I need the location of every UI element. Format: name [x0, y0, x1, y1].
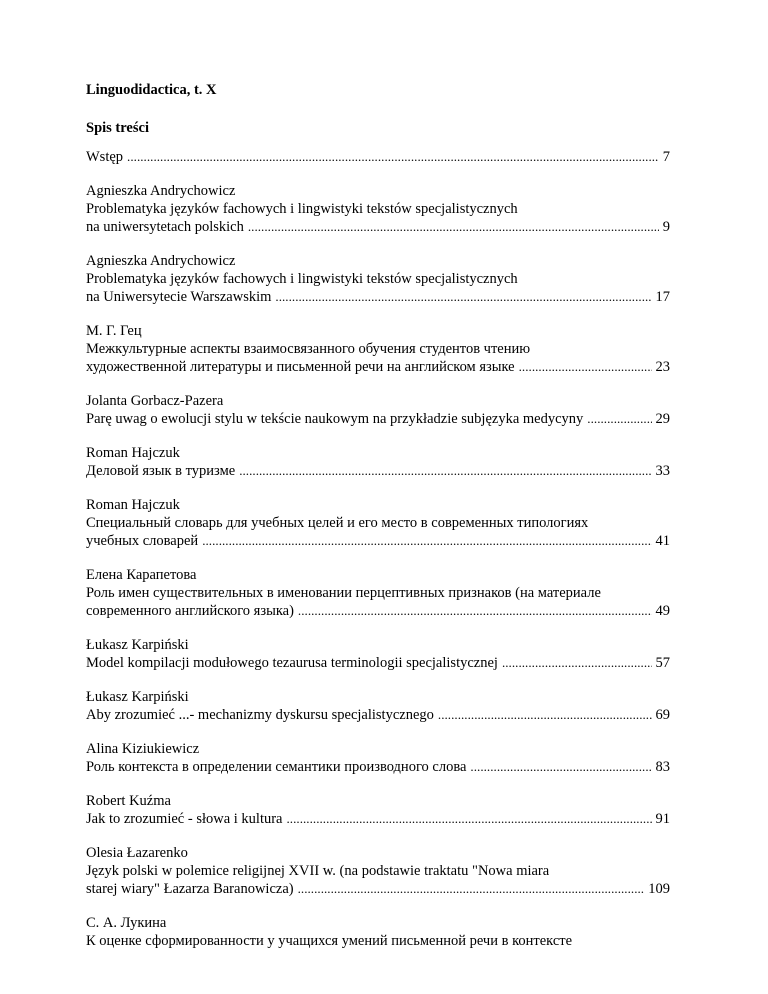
- toc-entry-line: Agnieszka Andrychowicz: [86, 253, 236, 269]
- dot-leader: [239, 462, 651, 480]
- toc-entry-line: Problematyka języków fachowych i lingwistyki tekstów specjalistycznych: [86, 271, 518, 287]
- toc-entry: [86, 740, 670, 776]
- journal-title: Linguodidactica, t. X: [86, 82, 217, 98]
- toc-heading: Spis treści: [86, 120, 149, 136]
- dot-leader: [587, 410, 651, 428]
- toc-entry: [86, 182, 670, 236]
- toc-entry-page-number: 33: [655, 463, 670, 479]
- toc-entry-title-row: [86, 880, 670, 898]
- toc-entry-title-row: [86, 758, 670, 776]
- toc-entry-page-number: 83: [655, 759, 670, 775]
- toc-entry-line: Robert Kuźma: [86, 793, 171, 809]
- toc-entry: [86, 148, 670, 166]
- toc-entry-line: Roman Hajczuk: [86, 497, 180, 513]
- toc-entry-line: Специальный словарь для учебных целей и его место в современных типологиях: [86, 515, 589, 531]
- dot-leader: [275, 288, 651, 306]
- dot-leader: [248, 218, 659, 236]
- toc-entry-title-row: [86, 358, 670, 376]
- toc-entry-title-row: [86, 654, 670, 672]
- dot-leader: [202, 532, 651, 550]
- toc-entry-title: starej wiary" Łazarza Baranowicza): [86, 881, 294, 897]
- table-of-contents: [86, 148, 670, 966]
- toc-entry-line: Język polski w polemice religijnej XVII w. (na podstawie traktatu "Nowa miara: [86, 863, 550, 879]
- toc-entry: [86, 844, 670, 898]
- toc-entry-title-row: [86, 148, 670, 166]
- toc-entry-line: Olesia Łazarenko: [86, 845, 188, 861]
- toc-entry-page-number: 69: [655, 707, 670, 723]
- toc-entry-title-row: [86, 410, 670, 428]
- toc-entry-title: учебных словарей: [86, 533, 199, 549]
- toc-entry-page-number: 7: [662, 149, 670, 165]
- toc-entry-title: Wstęp: [86, 149, 124, 165]
- toc-entry-title: художественной литературы и письменной речи на английском языке: [86, 359, 515, 375]
- toc-entry-title-row: [86, 288, 670, 306]
- toc-entry-line: Łukasz Karpiński: [86, 689, 189, 705]
- toc-entry: [86, 322, 670, 376]
- toc-entry-line: Alina Kiziukiewicz: [86, 741, 200, 757]
- dot-leader: [438, 706, 652, 724]
- toc-entry-title: Роль контекста в определении семантики производного слова: [86, 759, 467, 775]
- dot-leader: [127, 148, 659, 166]
- dot-leader: [502, 654, 652, 672]
- toc-entry-line: Roman Hajczuk: [86, 445, 180, 461]
- dot-leader: [519, 358, 652, 376]
- toc-entry: [86, 444, 670, 480]
- toc-entry-page-number: 49: [655, 603, 670, 619]
- toc-entry-page-number: 57: [655, 655, 670, 671]
- toc-entry: [86, 914, 670, 950]
- toc-entry-line: М. Г. Гец: [86, 323, 142, 339]
- toc-entry-line: Jolanta Gorbacz-Pazera: [86, 393, 224, 409]
- toc-entry-title: na Uniwersytecie Warszawskim: [86, 289, 272, 305]
- toc-entry-title: Aby zrozumieć ...- mechanizmy dyskursu specjalistycznego: [86, 707, 434, 723]
- toc-entry: [86, 792, 670, 828]
- dot-leader: [470, 758, 651, 776]
- toc-entry: [86, 566, 670, 620]
- toc-entry-page-number: 9: [662, 219, 670, 235]
- toc-entry-page-number: 91: [655, 811, 670, 827]
- toc-entry-line: Agnieszka Andrychowicz: [86, 183, 236, 199]
- toc-entry-line: С. А. Лукина: [86, 915, 167, 931]
- toc-entry-title: Деловой язык в туризме: [86, 463, 236, 479]
- toc-entry-title-row: [86, 218, 670, 236]
- toc-entry-title: современного английского языка): [86, 603, 294, 619]
- toc-entry-line: Елена Карапетова: [86, 567, 197, 583]
- dot-leader: [298, 602, 652, 620]
- toc-entry-line: Роль имен существительных в именовании перцептивных признаков (на материале: [86, 585, 601, 601]
- toc-entry-title-row: [86, 706, 670, 724]
- toc-entry-title: Model kompilacji modułowego tezaurusa terminologii specjalistycznej: [86, 655, 498, 671]
- toc-entry-line: Problematyka języków fachowych i lingwistyki tekstów specjalistycznych: [86, 201, 518, 217]
- dot-leader: [287, 810, 652, 828]
- toc-entry-title-row: [86, 810, 670, 828]
- toc-entry: [86, 252, 670, 306]
- toc-entry-title-row: [86, 532, 670, 550]
- toc-entry-page-number: 29: [655, 411, 670, 427]
- toc-entry-title-row: [86, 602, 670, 620]
- toc-entry: [86, 688, 670, 724]
- toc-entry-page-number: 23: [655, 359, 670, 375]
- toc-entry-line: Межкультурные аспекты взаимосвязанного обучения студентов чтению: [86, 341, 531, 357]
- toc-entry-title-row: [86, 462, 670, 480]
- toc-entry: [86, 392, 670, 428]
- dot-leader: [298, 880, 645, 898]
- toc-entry-title: na uniwersytetach polskich: [86, 219, 244, 235]
- toc-entry-page-number: 109: [648, 881, 670, 897]
- toc-entry: [86, 496, 670, 550]
- toc-entry-line: К оценке сформированности у учащихся умений письменной речи в контексте: [86, 933, 573, 949]
- toc-entry-title: Parę uwag o ewolucji stylu w tekście naukowym na przykładzie subjęzyka medycyny: [86, 411, 584, 427]
- toc-entry-title: Jak to zrozumieć - słowa i kultura: [86, 811, 283, 827]
- document-page: [86, 0, 674, 994]
- toc-entry-page-number: 17: [655, 289, 670, 305]
- toc-entry-page-number: 41: [655, 533, 670, 549]
- toc-entry: [86, 636, 670, 672]
- toc-entry-line: Łukasz Karpiński: [86, 637, 189, 653]
